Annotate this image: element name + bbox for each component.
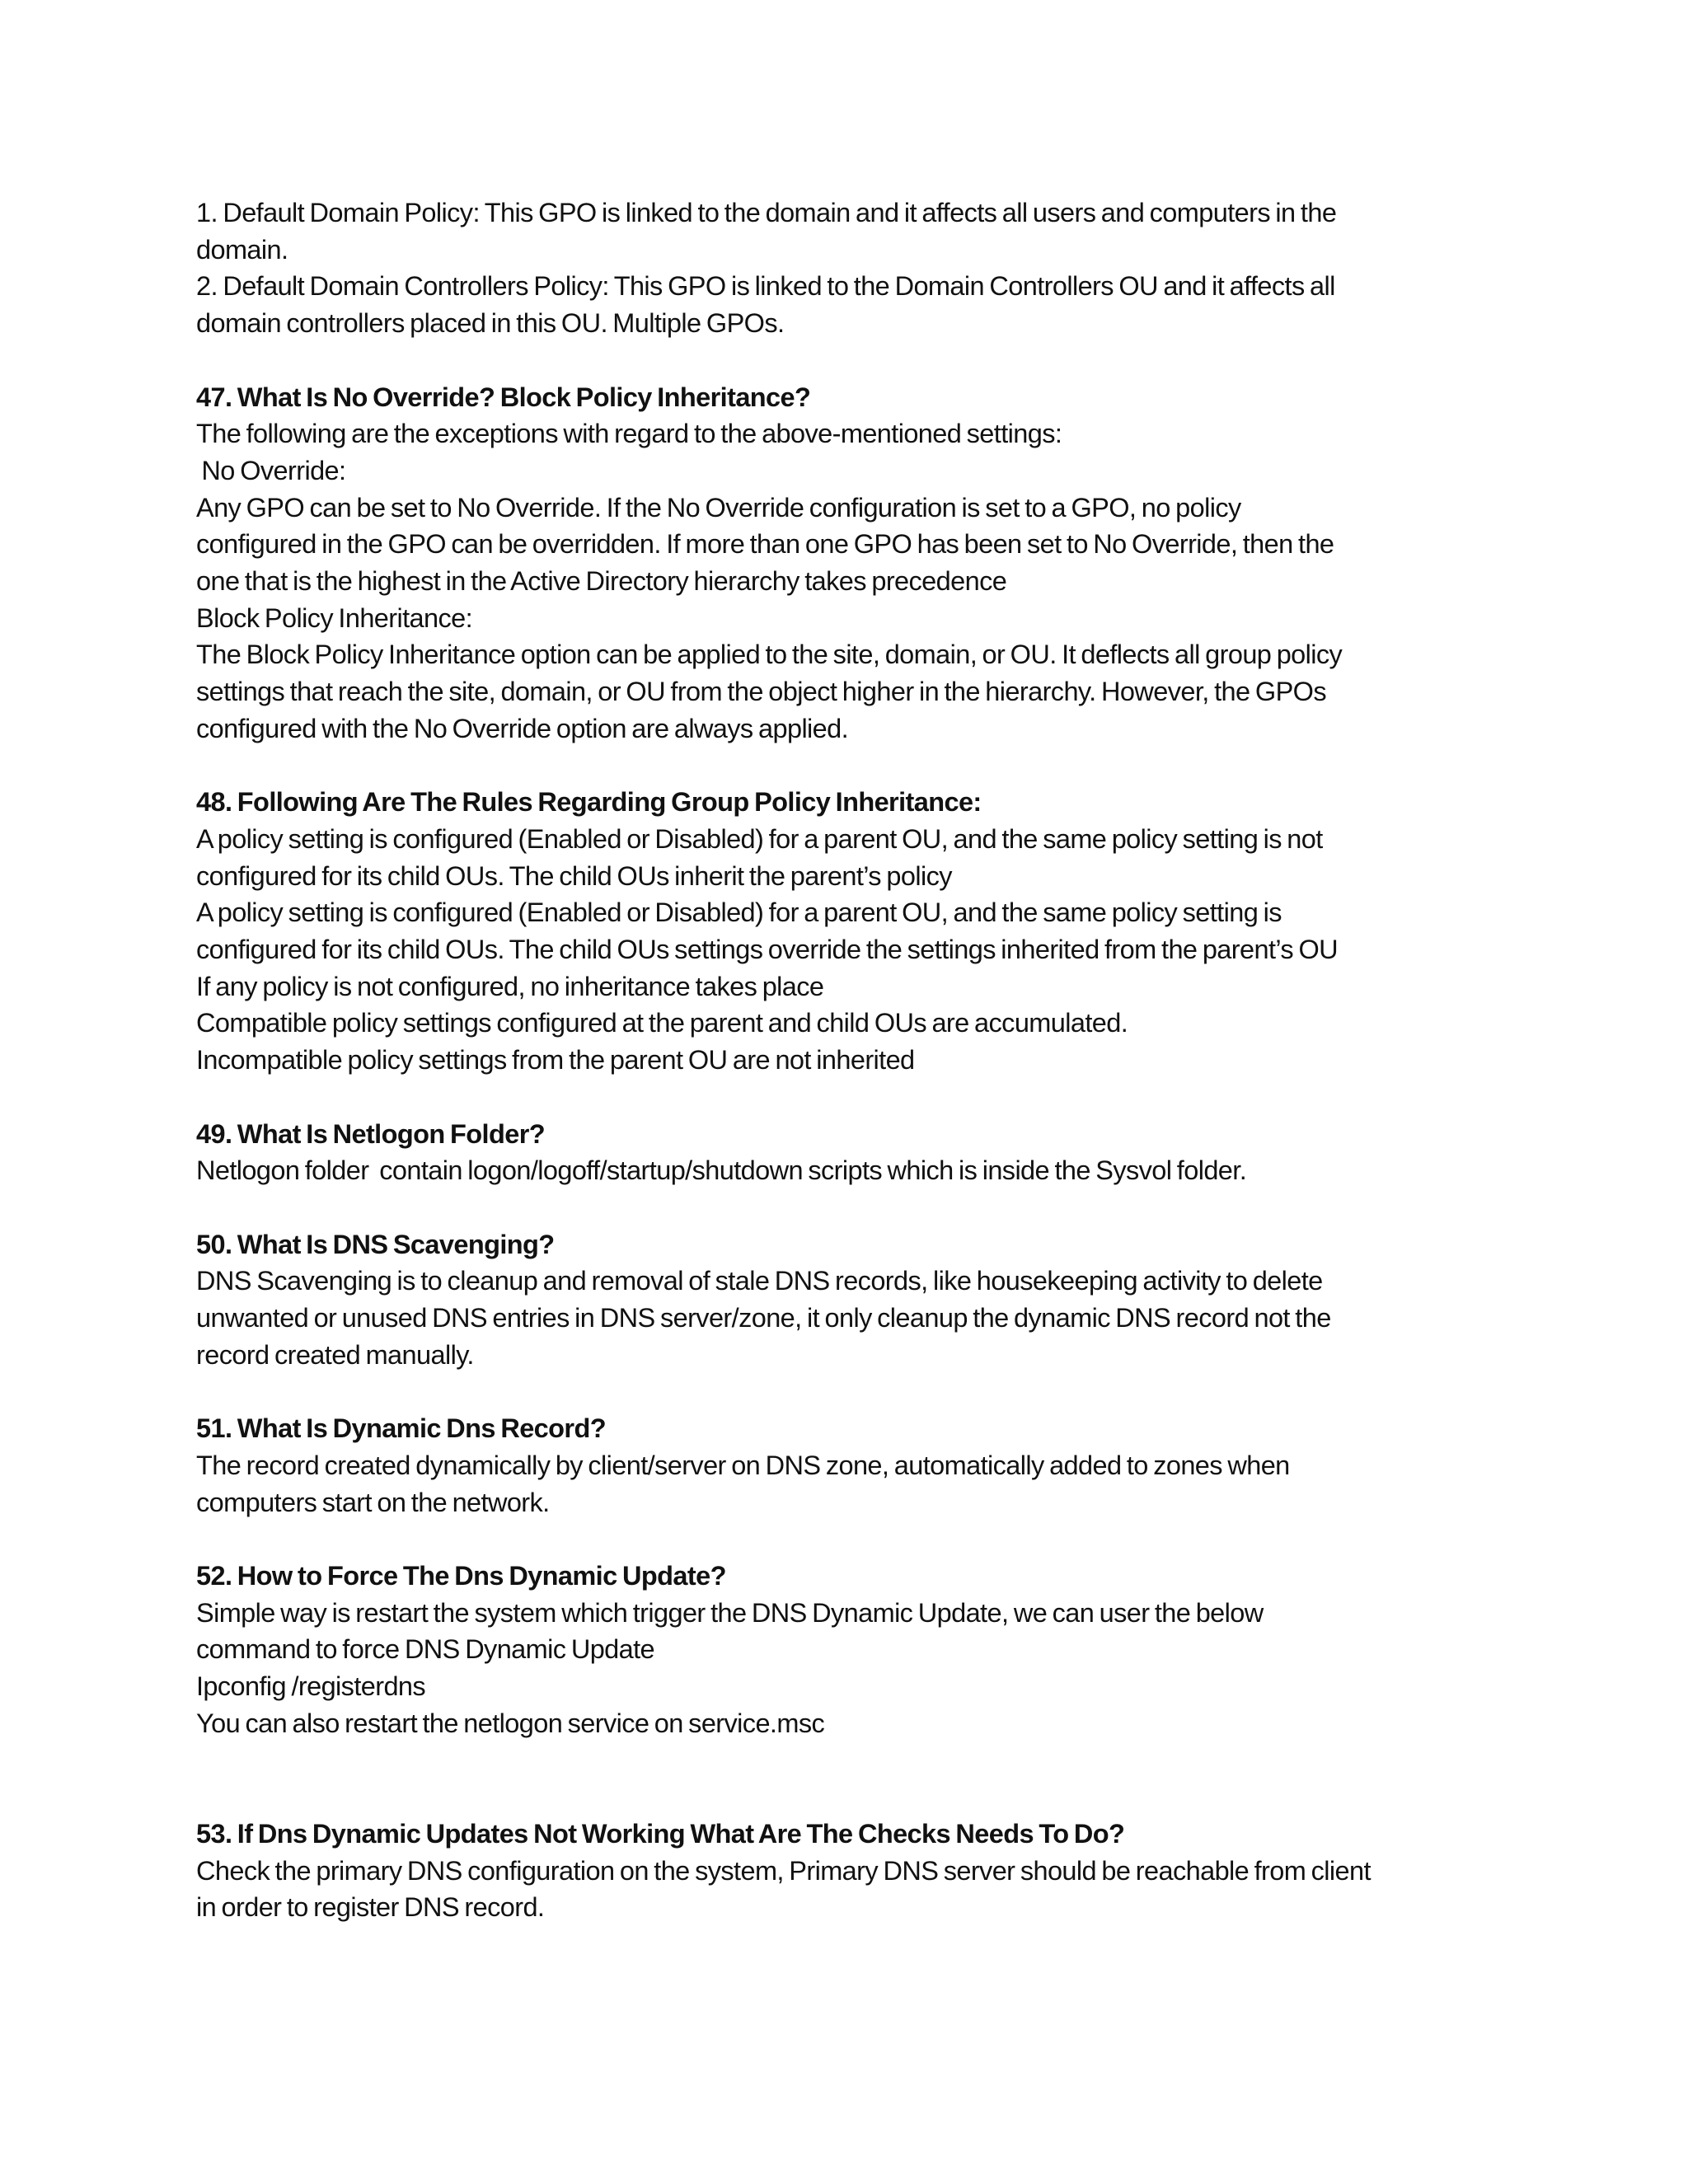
spacer	[196, 748, 1498, 785]
section-line: Block Policy Inheritance:	[196, 602, 473, 633]
section-line: If any policy is not configured, no inheritance takes place	[196, 971, 824, 1001]
section-line: Check the primary DNS configuration on the system, Primary DNS server should be reachable from client	[196, 1855, 1371, 1886]
section-47	[196, 379, 1498, 748]
section-line: A policy setting is configured (Enabled or Disabled) for a parent OU, and the same policy setting is not	[196, 823, 1323, 854]
section-line: configured in the GPO can be overridden. If more than one GPO has been set to No Override, then the	[196, 529, 1334, 560]
section-line: The following are the exceptions with regard to the above-mentioned settings:	[196, 419, 1062, 449]
section-line: DNS Scavenging is to cleanup and removal of stale DNS records, like housekeeping activity to delete	[196, 1266, 1323, 1296]
section-line: No Override:	[196, 455, 346, 485]
section-line: The Block Policy Inheritance option can be applied to the site, domain, or OU. It deflects all group policy	[196, 640, 1343, 670]
section-line: settings that reach the site, domain, or OU from the object higher in the hierarchy. However, the GPOs	[196, 677, 1327, 707]
section-line: Any GPO can be set to No Override. If the No Override configuration is set to a GPO, no policy	[196, 492, 1241, 523]
intro-line: 1. Default Domain Policy: This GPO is linked to the domain and it affects all users and computers in the	[196, 198, 1337, 227]
section-line: Incompatible policy settings from the parent OU are not inherited	[196, 1045, 915, 1076]
section-51	[196, 1410, 1498, 1521]
section-line: Simple way is restart the system which trigger the DNS Dynamic Update, we can user the below	[196, 1597, 1264, 1628]
section-52	[196, 1558, 1498, 1742]
section-line: unwanted or unused DNS entries in DNS server/zone, it only cleanup the dynamic DNS record not the	[196, 1303, 1331, 1333]
spacer	[196, 1079, 1498, 1116]
section-line: in order to register DNS record.	[196, 1892, 545, 1923]
section-50	[196, 1226, 1498, 1374]
section-53	[196, 1816, 1498, 1926]
section-line: one that is the highest in the Active Directory hierarchy takes precedence	[196, 566, 1007, 597]
section-line: computers start on the network.	[196, 1487, 550, 1517]
intro-line: 2. Default Domain Controllers Policy: This GPO is linked to the Domain Controllers OU and it affects all	[196, 271, 1335, 302]
intro-line: domain.	[196, 234, 288, 265]
section-48	[196, 784, 1498, 1079]
document-body	[196, 194, 1498, 1926]
section-line: Netlogon folder contain logon/logoff/startup/shutdown scripts which is inside the Sysvol folder.	[196, 1155, 1247, 1186]
section-line: Ipconfig /registerdns	[196, 1671, 426, 1702]
section-line: command to force DNS Dynamic Update	[196, 1634, 655, 1665]
section-line: record created manually.	[196, 1339, 474, 1370]
intro-line: domain controllers placed in this OU. Multiple GPOs.	[196, 308, 785, 339]
spacer	[196, 342, 1498, 379]
spacer	[196, 1521, 1498, 1558]
section-line: configured for its child OUs. The child OUs settings override the settings inherited from the parent’s OU	[196, 935, 1339, 965]
section-line: configured with the No Override option are always applied.	[196, 713, 849, 743]
section-heading: 50. What Is DNS Scavenging?	[196, 1229, 555, 1259]
section-line: You can also restart the netlogon service on service.msc	[196, 1708, 825, 1738]
intro-block	[196, 194, 1498, 342]
spacer	[196, 1373, 1498, 1410]
section-line: Compatible policy settings configured at the parent and child OUs are accumulated.	[196, 1008, 1128, 1038]
section-heading: 52. How to Force The Dns Dynamic Update?	[196, 1560, 726, 1591]
section-line: configured for its child OUs. The child OUs inherit the parent’s policy	[196, 860, 952, 891]
section-heading: 53. If Dns Dynamic Updates Not Working What Are The Checks Needs To Do?	[196, 1818, 1125, 1849]
spacer	[196, 1741, 1498, 1815]
section-heading: 49. What Is Netlogon Folder?	[196, 1118, 545, 1149]
section-49	[196, 1116, 1498, 1189]
section-heading: 48. Following Are The Rules Regarding Group Policy Inheritance:	[196, 787, 982, 818]
section-heading: 47. What Is No Override? Block Policy Inheritance?	[196, 382, 811, 412]
section-heading: 51. What Is Dynamic Dns Record?	[196, 1413, 606, 1444]
section-line: The record created dynamically by client/server on DNS zone, automatically added to zones when	[196, 1450, 1290, 1480]
spacer	[196, 1189, 1498, 1226]
section-line: A policy setting is configured (Enabled or Disabled) for a parent OU, and the same policy setting is	[196, 898, 1282, 928]
